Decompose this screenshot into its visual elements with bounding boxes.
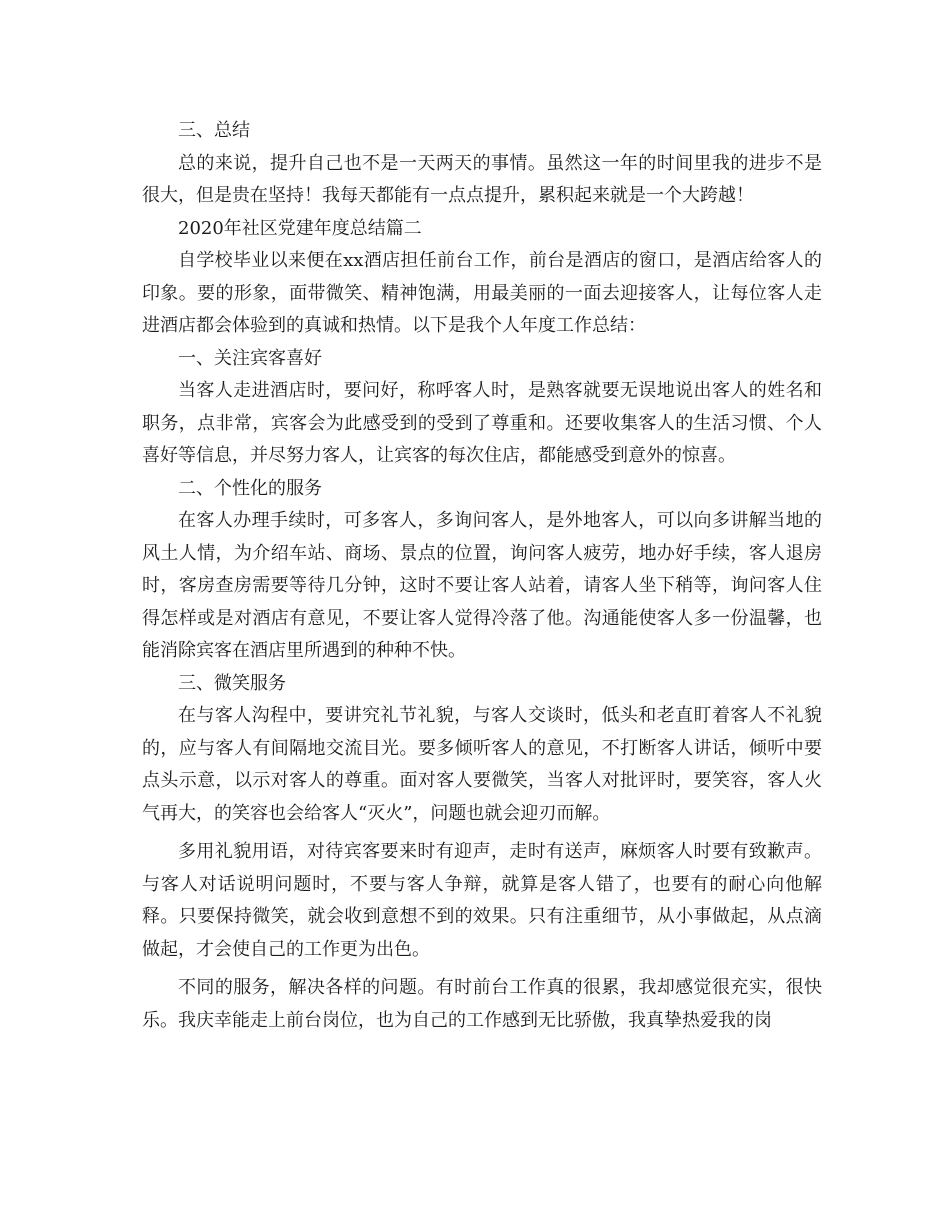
paragraph-polite-language: 多用礼貌用语，对待宾客要来时有迎声，走时有送声，麻烦客人时要有致歉声。与客人对话说明问题时，不要与客人争辩，就算是客人错了，也要有的耐心向他解释。只要保持微笑，就会收到意想不到的效果。只有注重细节，从小事做起，从点滴做起，才会使自己的工作更为出色。 bbox=[142, 841, 822, 960]
section-heading-smile-service: 三、微笑服务 bbox=[178, 672, 286, 694]
section-heading-guest-preferences: 一、关注宾客喜好 bbox=[178, 347, 322, 369]
paragraph-guest-preferences: 当客人走进酒店时，要问好，称呼客人时，是熟客就要无误地说出客人的姓名和职务，点非常，宾客会为此感受到的受到了尊重和。还要收集客人的生活习惯、个人喜好等信息，并尽努力客人，让宾客的每次住店，都能感受到意外的惊喜。 bbox=[142, 380, 822, 466]
paragraph-personalized-service: 在客人办理手续时，可多客人，多询问客人，是外地客人，可以向多讲解当地的风土人情，为介绍车站、商场、景点的位置，询问客人疲劳，地办好手续，客人退房时，客房查房需要等待几分钟，这时不要让客人站着，请客人坐下稍等，询问客人住得怎样或是对酒店有意见，不要让客人觉得冷落了他。沟通能使客人多一份温馨，也能消除宾客在酒店里所遇到的种种不快。 bbox=[142, 510, 822, 661]
paragraph-smile-service: 在与客人沟程中，要讲究礼节礼貌，与客人交谈时，低头和老直盯着客人不礼貌的，应与客人有间隔地交流目光。要多倾听客人的意见，不打断客人讲话，倾听中要点头示意，以示对客人的尊重。面对客人要微笑，当客人对批评时，要笑容，客人火气再大，的笑容也会给客人“灭火”，问题也就会迎刃而解。 bbox=[142, 705, 822, 824]
article-title: 2020年社区党建年度总结篇二 bbox=[178, 217, 422, 239]
paragraph-intro: 自学校毕业以来便在xx酒店担任前台工作，前台是酒店的窗口，是酒店给客人的印象。要的形象，面带微笑、精神饱满，用最美丽的一面去迎接客人，让每位客人走进酒店都会体验到的真诚和热情。以下是我个人年度工作总结： bbox=[142, 250, 822, 336]
paragraph-conclusion: 不同的服务，解决各样的问题。有时前台工作真的很累，我却感觉很充实，很快乐。我庆幸能走上前台岗位，也为自己的工作感到无比骄傲，我真挚热爱我的岗 bbox=[142, 977, 822, 1031]
section-heading-summary: 三、总结 bbox=[178, 120, 250, 141]
paragraph-summary: 总的来说，提升自己也不是一天两天的事情。虽然这一年的时间里我的进步不是很大，但是贵在坚持！我每天都能有一点点提升，累积起来就是一个大跨越！ bbox=[142, 152, 822, 206]
document-body bbox=[142, 115, 822, 1037]
section-heading-personalized-service: 二、个性化的服务 bbox=[178, 477, 322, 499]
